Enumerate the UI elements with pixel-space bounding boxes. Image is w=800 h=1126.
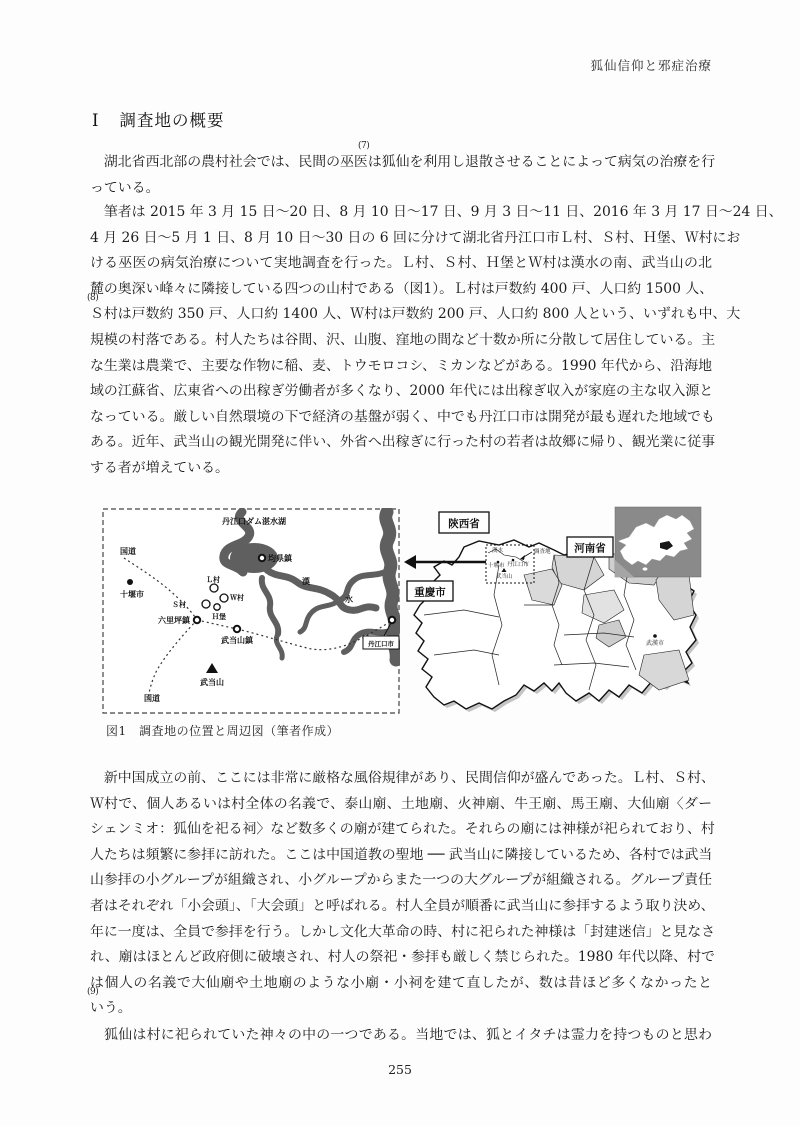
figure-left-map bbox=[102, 508, 400, 714]
text-line: 域の江蘇省、広東省への出稼ぎ労働者が多くなり、2000 年代には出稼ぎ収入が家庭の主な収入源と bbox=[90, 383, 714, 400]
l-village-marker bbox=[210, 584, 218, 592]
running-header: 狐仙信仰と邪症治療 bbox=[590, 58, 712, 73]
text-line: な生業は農業で、主要な作物に稲、麦、トウモロコシ、ミカンなどがある。1990 年代から、沿海地 bbox=[90, 357, 712, 374]
text-line: いう。 bbox=[90, 1000, 132, 1017]
han-river-char2: 水 bbox=[345, 595, 353, 604]
han-river-char1: 漢 bbox=[302, 577, 310, 586]
wudang-small-label: 武当山 bbox=[496, 574, 513, 580]
figure-caption: 図1 調査地の位置と周辺図（筆者作成） bbox=[106, 724, 340, 738]
text-line: れ、廟はほとんど政府側に破壊され、村人の祭祀・参拝も厳しく禁じられた。1980 年代以降、村で bbox=[90, 949, 715, 966]
text-line: シェンミオ：狐仙を祀る祠〉など数多くの廟が建てられた。それらの廟には神様が祀られており、村 bbox=[90, 821, 715, 838]
text-line: 狐仙は村に祀られていた神々の中の一つである。当地では、狐とイタチは霊力を持つものと思わ bbox=[90, 1027, 712, 1043]
l-village-label: Ｌ村 bbox=[206, 577, 220, 584]
text-line: っている。 bbox=[90, 179, 160, 196]
s-village-label: Ｓ村 bbox=[172, 602, 186, 609]
text-line: 新中国成立の前、ここには非常に厳格な風俗規律があり、民間信仰が盛んであった。Ｌ村、Ｓ村、 bbox=[90, 770, 715, 786]
shiyan-label: 十堰市 bbox=[120, 590, 144, 599]
section-heading bbox=[92, 107, 225, 131]
w-village-marker bbox=[220, 594, 228, 602]
paragraph-3 bbox=[87, 766, 716, 1022]
paragraph-1 bbox=[90, 141, 716, 201]
figure-1 bbox=[100, 505, 704, 717]
text-line: 人たちは頻繁に参拝に訪れた。ここは中国道教の聖地 ── 武当山に隣接しているため、各村では武当 bbox=[90, 846, 713, 863]
section-title: 調査地の概要 bbox=[119, 111, 225, 130]
junxian-label: 均県鎮 bbox=[268, 554, 292, 563]
text-line: Ｓ村は戸数約 350 戸、人口約 1400 人、Ｗ村は戸数約 200 戸、人口約 800 人という、いずれも中、大 bbox=[90, 306, 741, 323]
shiyan-small-label: 十堰市 bbox=[488, 563, 505, 569]
paragraph-4 bbox=[90, 1023, 712, 1049]
shiyan-city-marker bbox=[127, 579, 133, 585]
lake-label: 丹江口ダム湛水湖 bbox=[222, 517, 286, 526]
liuliping-label: 六里坪鎮 bbox=[158, 616, 190, 625]
footnote-marker-9: (9) bbox=[87, 987, 99, 997]
danjiangkou-label: 丹江口市 bbox=[368, 641, 394, 648]
text-line: 者はそれぞれ「小会頭」、「大会頭」と呼ばれる。村人全員が順番に武当山に参拝するよう取り決め、 bbox=[90, 897, 715, 914]
w-village-label: Ｗ村 bbox=[230, 595, 244, 602]
text-line: 湖北省西北部の農村社会では、民間の巫医は狐仙を利用し退散させることによって病気の治療を行 bbox=[90, 154, 716, 170]
s-village-marker bbox=[202, 600, 210, 608]
text-line: ある。近年、武当山の観光開発に伴い、外省へ出稼ぎに行った村の若者は故郷に帰り、観光業に従事 bbox=[90, 434, 716, 451]
henan-label: 河南省 bbox=[574, 542, 606, 555]
hanshui-label: 漢水 bbox=[492, 548, 504, 554]
paragraph-2 bbox=[87, 200, 783, 482]
text-line: 筆者は 2015 年 3 月 15 日～20 日、8 月 10 日～17 日、9 月 3 日～11 日、2016 年 3 月 17 日～24 日、 bbox=[90, 204, 783, 220]
road-bottom-label: 国道 bbox=[144, 694, 160, 703]
wuhan-label: 武漢市 bbox=[645, 641, 665, 647]
liuliping-marker bbox=[194, 617, 200, 623]
text-line: Ｗ村で、個人あるいは村全体の名義で、泰山廟、土地廟、火神廟、牛王廟、馬王廟、大仙廟〈ダー bbox=[90, 795, 712, 812]
text-line: 年に一度は、全員で参拝を行う。しかし文化大革命の時、村に祀られた神様は「封建迷信」と見なさ bbox=[90, 923, 716, 940]
h-fort-marker bbox=[214, 604, 220, 610]
footnote-marker-8: (8) bbox=[87, 293, 99, 303]
hainan-island bbox=[643, 567, 648, 570]
section-number: Ⅰ bbox=[92, 111, 100, 130]
wudang-mtn-label: 武当山 bbox=[200, 678, 224, 687]
wudang-town-label: 武当山鎮 bbox=[221, 636, 253, 645]
page-number: 255 bbox=[388, 1062, 412, 1077]
text-line: は個人の名義で大仙廟や土地廟のような小廟・小祠を建て直したが、数は昔ほど多くなかったと bbox=[90, 974, 712, 991]
chongqing-label: 重慶市 bbox=[414, 586, 446, 599]
text-line: ける巫医の病気治療について実地調査を行った。Ｌ村、Ｓ村、Ｈ堡とＷ村は漢水の南、武当山の北 bbox=[90, 255, 712, 272]
shaanxi-label: 陝西省 bbox=[448, 518, 480, 530]
text-line: する者が増えている。 bbox=[90, 459, 229, 476]
junxian-marker bbox=[259, 555, 265, 561]
text-line: なっている。厳しい自然環境の下で経済の基盤が弱く、中でも丹江口市は開発が最も遅れた地域でも bbox=[90, 408, 715, 425]
zoom-arrow-head bbox=[404, 555, 416, 569]
danjiangkou-small-label: 丹江口市 bbox=[507, 562, 530, 568]
danjiangkou-marker bbox=[389, 617, 395, 623]
survey-site-label: 調査地 bbox=[534, 549, 551, 555]
h-fort-label: Ｈ堡 bbox=[212, 614, 226, 621]
road-top-label: 国道 bbox=[120, 547, 136, 556]
danjiangkou-dot bbox=[512, 559, 515, 562]
footnote-marker-7: (7) bbox=[358, 141, 370, 151]
text-line: 山参拝の小グループが組織され、小グループからまた一つの大グループが組織される。グループ責任 bbox=[90, 872, 712, 889]
wuhan-marker bbox=[653, 634, 657, 638]
figure-right-map bbox=[404, 505, 702, 717]
text-line: 麓の奥深い峰々に隣接している四つの山村である（図1）。Ｌ村は戸数約 400 戸、人口約 1500 人、 bbox=[90, 280, 714, 297]
text-line: 4 月 26 日～5 月 1 日、8 月 10 日～30 日の 6 回に分けて湖北省丹江口市Ｌ村、Ｓ村、Ｈ堡、Ｗ村にお bbox=[90, 229, 741, 246]
text-line: 規模の村落である。村人たちは谷間、沢、山腹、窪地の間など十数か所に分散して居住している。主 bbox=[90, 331, 716, 348]
wudang-town-marker bbox=[234, 626, 240, 632]
china-inset bbox=[615, 507, 701, 577]
